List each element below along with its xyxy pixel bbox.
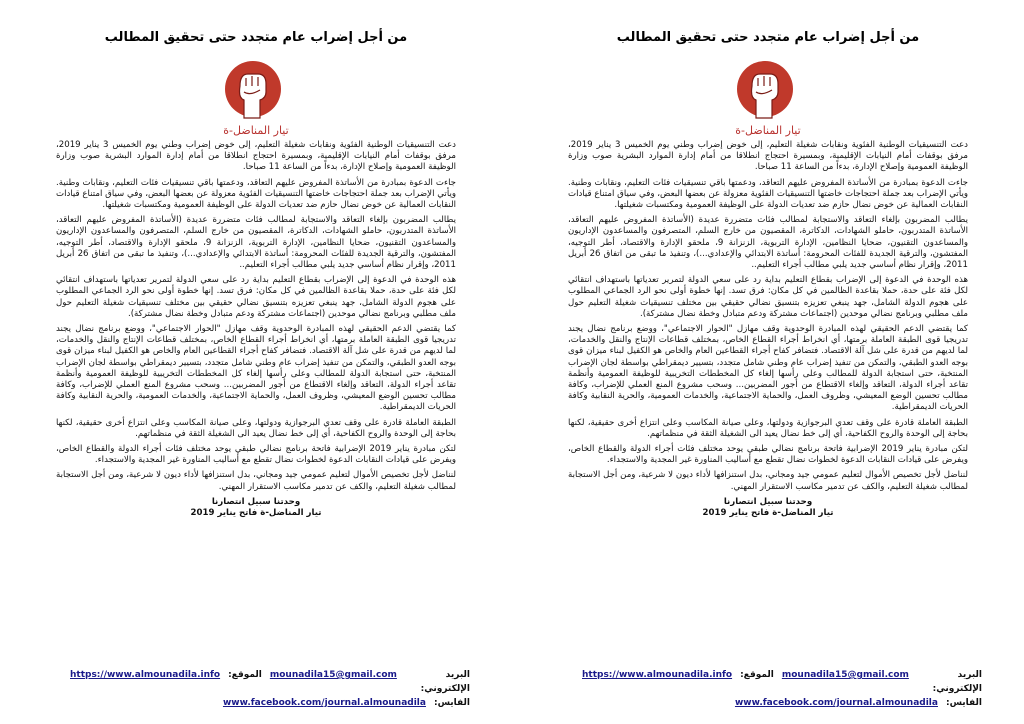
logo-caption: تيار المناضل-ة bbox=[223, 124, 289, 137]
logo-caption: تيار المناضل-ة bbox=[735, 124, 801, 137]
signature-date: تيار المناضل-ة فاتح يناير 2019 bbox=[702, 508, 834, 519]
facebook-link[interactable]: www.facebook.com/journal.almounadila bbox=[222, 698, 426, 708]
paragraph: لتكن مبادرة يناير 2019 الإضرابية فاتحة برنامج نضالي طبقي يوحد مختلف فئات أجراء الدولة والقطاع الخاص، ويفرض على قيادات النقابات الدعوة لخطوات نضال تقطع مع أساليب المناورة غير المجدية والاستجداء. bbox=[568, 444, 968, 466]
signature-slogan: وحدتنا سبيل انتصارنا bbox=[723, 496, 813, 507]
paragraph: لنناضل لأجل تخصيص الأموال لتعليم عمومي جيد ومجاني، بدل استنزافها لأداء ديون لا شرعية، ومن أجل الاستجابة لمطالب شغيلة التعليم، والكف عن تدمير مكاسب الاستقرار المهني. bbox=[56, 470, 456, 492]
paragraph: لتكن مبادرة يناير 2019 الإضرابية فاتحة برنامج نضالي طبقي يوحد مختلف فئات أجراء الدولة والقطاع الخاص، ويفرض على قيادات النقابات الدعوة لخطوات نضال تقطع مع أساليب المناورة غير المجدية والاستجداء. bbox=[56, 444, 456, 466]
paragraph: دعت التنسيقيات الوطنية الفئوية ونقابات شغيلة التعليم، إلى خوض إضراب وطني يوم الخميس 3 يناير 2019، مرفق بوقفات أمام النيابات الإقليمية، وبمسيرة احتجاج انطلاقا من أمام إدارة الموارد البشرية صوب وزارة الوظيفة العمومية وإصلاح الإدارة، بدءاً من الساعة 11 صباحا. bbox=[56, 140, 456, 173]
facebook-label: الفايس: bbox=[945, 698, 982, 708]
paragraph: كما يقتضي الدعم الحقيقي لهذه المبادرة الوحدوية وقف مهازل "الحوار الاجتماعي"، ووضع برنامج نضال يجند تدريجيا قوى الطبقة العاملة برمتها، أي انخراط أجراء القطاع الخاص، بمختلف قطاعات الإنتاج والنقل والخدمات، لما لديهم من قدرة على شل آلة الاقتصاد. فتضافر كفاح أجراء القطاعين العام والخاص هو الكفيل لبناء ميزان قوى بوجه العدو الطبقي، والتمكن من تنفيذ إضراب عام وطني شامل متجدد، بتسيير ديمقراطي بواسطة لجان الإضراب المنتخبة، حتى استجابة الدولة للمطالب وعلى رأسها إلغاء كل المخططات التخريبية للوظيفة العمومية وأنظمة تقاعد أجراء الدولة، التعاقد وإلغاء الاقتطاع من أجور المضربين... وسحب مشروع المنع العملي للإضراب، وكافة مطالب تحسين الوضع المعيشي، وظروف العمل، والحماية الاجتماعية، والخدمات العمومية، والحرية النقابية وكافة الحريات الديمقراطية. bbox=[56, 324, 456, 413]
paragraph: لنناضل لأجل تخصيص الأموال لتعليم عمومي جيد ومجاني، بدل استنزافها لأداء ديون لا شرعية، ومن أجل الاستجابة لمطالب شغيلة التعليم، والكف عن تدمير مكاسب الاستقرار المهني. bbox=[568, 470, 968, 492]
page-title: من أجل إضراب عام متجدد حتى تحقيق المطالب bbox=[616, 30, 920, 45]
paragraph: الطبقة العاملة قادرة على وقف تعدي البرجوازية ودولتها، وعلى صيانة المكاسب وعلى انتزاع أخرى حقيقية، لكنها بحاجة إلى الوحدة والروح الكفاحية، أي إلى خط نضال يعيد الى الشغيلة الثقة في منظماتهم. bbox=[568, 417, 968, 439]
paragraph: جاءت الدعوة بمبادرة من الأساتذة المفروض عليهم التعاقد، ودعمتها باقي تنسيقيات فئات التعليم، ونقابات وطنية. ويأتي الإضراب بعد جملة احتجاجات خاضتها التنسيقيات الفئوية معزولة عن بعضها البعض، وفي سياق امتناع قيادات النقابات العمالية عن خوض نضال حازم ضد تعديات الدولة على الوظيفة العمومية ومكتسبات شغيلتها. bbox=[568, 177, 968, 211]
email-link[interactable]: mounadila15@gmail.com bbox=[781, 670, 909, 680]
email-link[interactable]: mounadila15@gmail.com bbox=[269, 670, 397, 680]
paragraph: يطالب المضربون بإلغاء التعاقد والاستجابة لمطالب فئات متضررة عديدة (الأساتذة المفروض عليهم التعاقد، الأساتذة المتدربون، حاملو الشهادات، الدكاترة، المقصيون من خارج السلم، المتصرفون والمساعدون الإداريون والمساعدون التقنيون، ضحايا النظامين، الإدارة التربوية، الزنزانة 9، ملحقو الإدارة والاقتصاد، أطر التوجيه، المفتشون، والترقية الجديدة للفئات المحرومة: أساتذة الابتدائي والإعدادي...)، وتنفيذ ما تبقى من اتفاق 26 أبريل 2011، وإقرار نظام أساسي جديد يلبي مطالب أجراء التعليم.. bbox=[568, 215, 968, 271]
paragraph: جاءت الدعوة بمبادرة من الأساتذة المفروض عليهم التعاقد، ودعمتها باقي تنسيقيات فئات التعليم، ونقابات وطنية. ويأتي الإضراب بعد جملة احتجاجات خاضتها التنسيقيات الفئوية معزولة عن بعضها البعض، وفي سياق امتناع قيادات النقابات العمالية عن خوض نضال حازم ضد تعديات الدولة على الوظيفة العمومية ومكتسبات شغيلتها. bbox=[56, 177, 456, 211]
facebook-label: الفايس: bbox=[433, 698, 470, 708]
site-link[interactable]: https://www.almounadila.info bbox=[70, 670, 221, 680]
article-body bbox=[568, 140, 968, 520]
paragraph: الطبقة العاملة قادرة على وقف تعدي البرجوازية ودولتها، وعلى صيانة المكاسب وعلى انتزاع أخرى حقيقية، لكنها بحاجة إلى الوحدة والروح الكفاحية، أي إلى خط نضال يعيد الى الشغيلة الثقة في منظماتهم. bbox=[56, 417, 456, 439]
page-title: من أجل إضراب عام متجدد حتى تحقيق المطالب bbox=[104, 30, 408, 45]
paragraph: يطالب المضربون بإلغاء التعاقد والاستجابة لمطالب فئات متضررة عديدة (الأساتذة المفروض عليهم التعاقد، الأساتذة المتدربون، حاملو الشهادات، الدكاترة، المقصيون من خارج السلم، المتصرفون والمساعدون الإداريون والمساعدون التقنيون، ضحايا النظامين، الإدارة التربوية، الزنزانة 9، ملحقو الإدارة والاقتصاد، أطر التوجيه، المفتشون، والترقية الجديدة للفئات المحرومة: أساتذة الابتدائي والإعدادي...)، وتنفيذ ما تبقى من اتفاق 26 أبريل 2011، وإقرار نظام أساسي جديد يلبي مطالب أجراء التعليم.. bbox=[56, 215, 456, 271]
email-label: البريد الإلكتروني: bbox=[420, 670, 470, 694]
paragraph: كما يقتضي الدعم الحقيقي لهذه المبادرة الوحدوية وقف مهازل "الحوار الاجتماعي"، ووضع برنامج نضال يجند تدريجيا قوى الطبقة العاملة برمتها، أي انخراط أجراء القطاع الخاص، بمختلف قطاعات الإنتاج والنقل والخدمات، لما لديهم من قدرة على شل آلة الاقتصاد. فتضافر كفاح أجراء القطاعين العام والخاص هو الكفيل لبناء ميزان قوى بوجه العدو الطبقي، والتمكن من تنفيذ إضراب عام وطني شامل متجدد، بتسيير ديمقراطي بواسطة لجان الإضراب المنتخبة، حتى استجابة الدولة للمطالب وعلى رأسها إلغاء كل المخططات التخريبية للوظيفة العمومية وأنظمة تقاعد أجراء الدولة، التعاقد وإلغاء الاقتطاع من أجور المضربين... وسحب مشروع المنع العملي للإضراب، وكافة مطالب تحسين الوضع المعيشي، وظروف العمل، والحماية الاجتماعية، والخدمات العمومية، والحرية النقابية وكافة الحريات الديمقراطية. bbox=[568, 324, 968, 413]
paragraph: هذه الوحدة في الدعوة إلى الإضراب بقطاع التعليم بداية رد على سعي الدولة لتمرير تعدياتها باستهداف انتقائي لكل فئة على حدة، حملا بقاعدة الظالمين في كل مكان: فرق تسد. إنها خطوة أولى نحو الرد الجماعي المطلوب على هجوم الدولة الشامل، جهد ينبغي تعزيزه بتنسيق نضالي حقيقي بين مختلف تنسيقيات شغيلة التعليم حول ملف مطلبي وبرنامج نضالي موحدين (اجتماعات مشتركة ودعم متبادل وخطة نضال مشتركة). bbox=[56, 275, 456, 319]
site-label: الموقع: bbox=[740, 670, 774, 680]
contact-footer bbox=[582, 668, 982, 710]
site-link[interactable]: https://www.almounadila.info bbox=[582, 670, 733, 680]
signature-date: تيار المناضل-ة فاتح يناير 2019 bbox=[190, 508, 322, 519]
contact-footer bbox=[70, 668, 470, 710]
signature-slogan: وحدتنا سبيل انتصارنا bbox=[211, 496, 301, 507]
facebook-link[interactable]: www.facebook.com/journal.almounadila bbox=[734, 698, 938, 708]
article-body bbox=[56, 140, 456, 520]
page-right bbox=[512, 0, 1024, 724]
paragraph: دعت التنسيقيات الوطنية الفئوية ونقابات شغيلة التعليم، إلى خوض إضراب وطني يوم الخميس 3 يناير 2019، مرفق بوقفات أمام النيابات الإقليمية، وبمسيرة احتجاج انطلاقا من أمام إدارة الموارد البشرية صوب وزارة الوظيفة العمومية وإصلاح الإدارة، بدءاً من الساعة 11 صباحا. bbox=[568, 140, 968, 173]
site-label: الموقع: bbox=[228, 670, 262, 680]
email-label: البريد الإلكتروني: bbox=[932, 670, 982, 694]
paragraph: هذه الوحدة في الدعوة إلى الإضراب بقطاع التعليم بداية رد على سعي الدولة لتمرير تعدياتها باستهداف انتقائي لكل فئة على حدة، حملا بقاعدة الظالمين في كل مكان: فرق تسد. إنها خطوة أولى نحو الرد الجماعي المطلوب على هجوم الدولة الشامل، جهد ينبغي تعزيزه بتنسيق نضالي حقيقي بين مختلف تنسيقيات شغيلة التعليم حول ملف مطلبي وبرنامج نضالي موحدين (اجتماعات مشتركة ودعم متبادل وخطة نضال مشتركة). bbox=[568, 275, 968, 319]
